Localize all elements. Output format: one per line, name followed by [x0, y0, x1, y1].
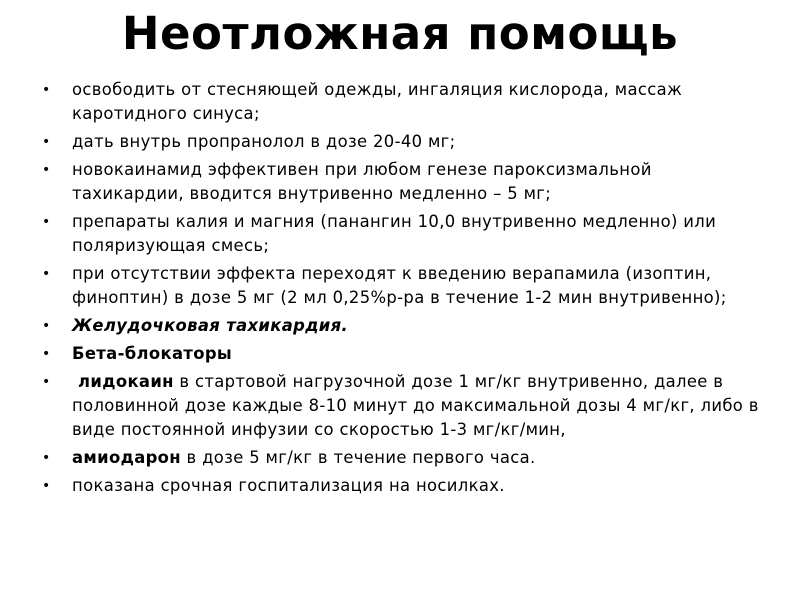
bullet-list [42, 78, 762, 502]
bullet-icon: • [42, 478, 51, 494]
list-item [42, 370, 762, 442]
item-text: новокаинамид эффективен при любом генезе пароксизмальной тахикардии, вводится внутривенно медленно – 5 мг; [72, 160, 652, 203]
item-text: дать внутрь пропранолол в дозе 20-40 мг; [72, 132, 456, 151]
item-text: в стартовой нагрузочной дозе 1 мг/кг внутривенно, далее в половинной дозе каждые 8-10 минут до максимальной дозы 4 мг/кг, либо в виде постоянной инфузии со скоростью 1-3 мг/кг/мин, [72, 372, 759, 439]
drug-name: амиодарон [72, 448, 181, 467]
bullet-icon: • [42, 214, 51, 230]
bullet-icon: • [42, 346, 51, 362]
list-item [42, 474, 762, 498]
list-item [42, 130, 762, 154]
drug-name: лидокаин [72, 372, 174, 391]
item-text: в дозе 5 мг/кг в течение первого часа. [180, 448, 536, 467]
bullet-icon: • [42, 266, 51, 282]
bullet-icon: • [42, 82, 51, 98]
list-item [42, 78, 762, 126]
item-text: препараты калия и магния (панангин 10,0 внутривенно медленно) или поляризующая смесь; [72, 212, 717, 255]
list-item-heading [42, 314, 762, 338]
bullet-icon: • [42, 318, 51, 334]
list-item [42, 210, 762, 258]
bullet-icon: • [42, 374, 51, 390]
bullet-icon: • [42, 450, 51, 466]
item-text: Бета-блокаторы [72, 344, 233, 363]
list-item [42, 158, 762, 206]
list-item [42, 262, 762, 310]
bullet-icon: • [42, 162, 51, 178]
item-text: Желудочковая тахикардия. [72, 316, 349, 335]
item-text: освободить от стесняющей одежды, ингаляция кислорода, массаж каротидного синуса; [72, 80, 683, 123]
slide-title: Неотложная помощь [121, 7, 679, 60]
list-item-heading [42, 342, 762, 366]
item-text: при отсутствии эффекта переходят к введению верапамила (изоптин, финоптин) в дозе 5 мг (2 мл 0,25%р-ра в течение 1-2 мин внутривенно); [72, 264, 727, 307]
list-item [42, 446, 762, 470]
bullet-icon: • [42, 134, 51, 150]
item-text: показана срочная госпитализация на носилках. [72, 476, 505, 495]
